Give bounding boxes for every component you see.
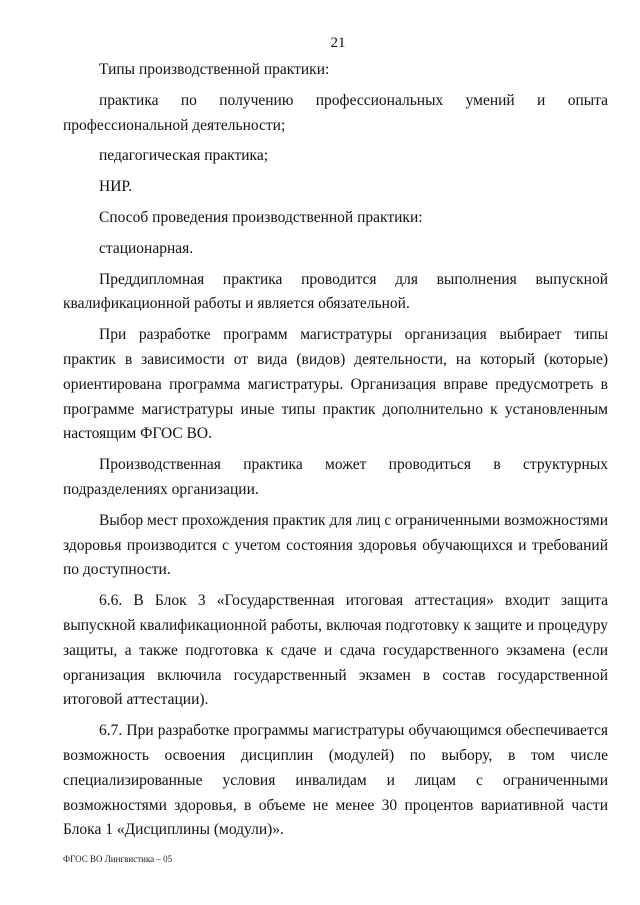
paragraph-section-6-6: 6.6. В Блок 3 «Государственная итоговая аттестация» входит защита выпускной квалификационной работы, включая подготовку к защите и процедуру защиты, а также подготовка к сдаче и сдача государственного экзамена (если организация включила государственный экзамен в состав государственной итоговой аттестации). — [63, 592, 608, 709]
paragraph-practice-types-heading: Типы производственной практики: — [99, 61, 330, 78]
paragraph-section-6-7: 6.7. При разработке программы магистратуры обучающимся обеспечивается возможность освоения дисциплин (модулей) по выбору, в том числе специализированные условия инвалидам и лицам с ограниченными возможностями здоровья, в объеме не менее 30 процентов вариативной части Блока 1 «Дисциплины (модули)». — [63, 722, 608, 839]
paragraph-pre-diploma-practice: Преддипломная практика проводится для выполнения выпускной квалификационной работы и является обязательной. — [63, 270, 608, 313]
paragraph-pedagogical-practice: педагогическая практика; — [99, 147, 269, 165]
paragraph-practice-method-heading: Способ проведения производственной практики: — [99, 208, 423, 226]
paragraph-stationary: стационарная. — [99, 239, 194, 257]
paragraph-structural-units: Производственная практика может проводиться в структурных подразделениях организации. — [63, 456, 608, 498]
paragraph-research-work: НИР. — [99, 178, 132, 196]
paragraph-disability-placement: Выбор мест прохождения практик для лиц с ограниченными возможностями здоровья производится с учетом состояния здоровья обучающихся и требований по доступности. — [63, 511, 608, 579]
page-footer: ФГОС ВО Лингвистика – 05 — [63, 854, 173, 864]
page-number: 21 — [330, 35, 346, 51]
paragraph-practice-professional-skills: практика по получению профессиональных умений и опыта профессиональной деятельности; — [63, 91, 608, 134]
document-body — [63, 58, 608, 843]
paragraph-program-development: При разработке программ магистратуры организация выбирает типы практик в зависимости от вида (видов) деятельности, на который (которые) ориентирована программа магистратуры. Организация вправе предусмотреть в программе магистратуры иные типы практик дополнительно к установленным настоящим ФГОС ВО. — [63, 326, 608, 443]
